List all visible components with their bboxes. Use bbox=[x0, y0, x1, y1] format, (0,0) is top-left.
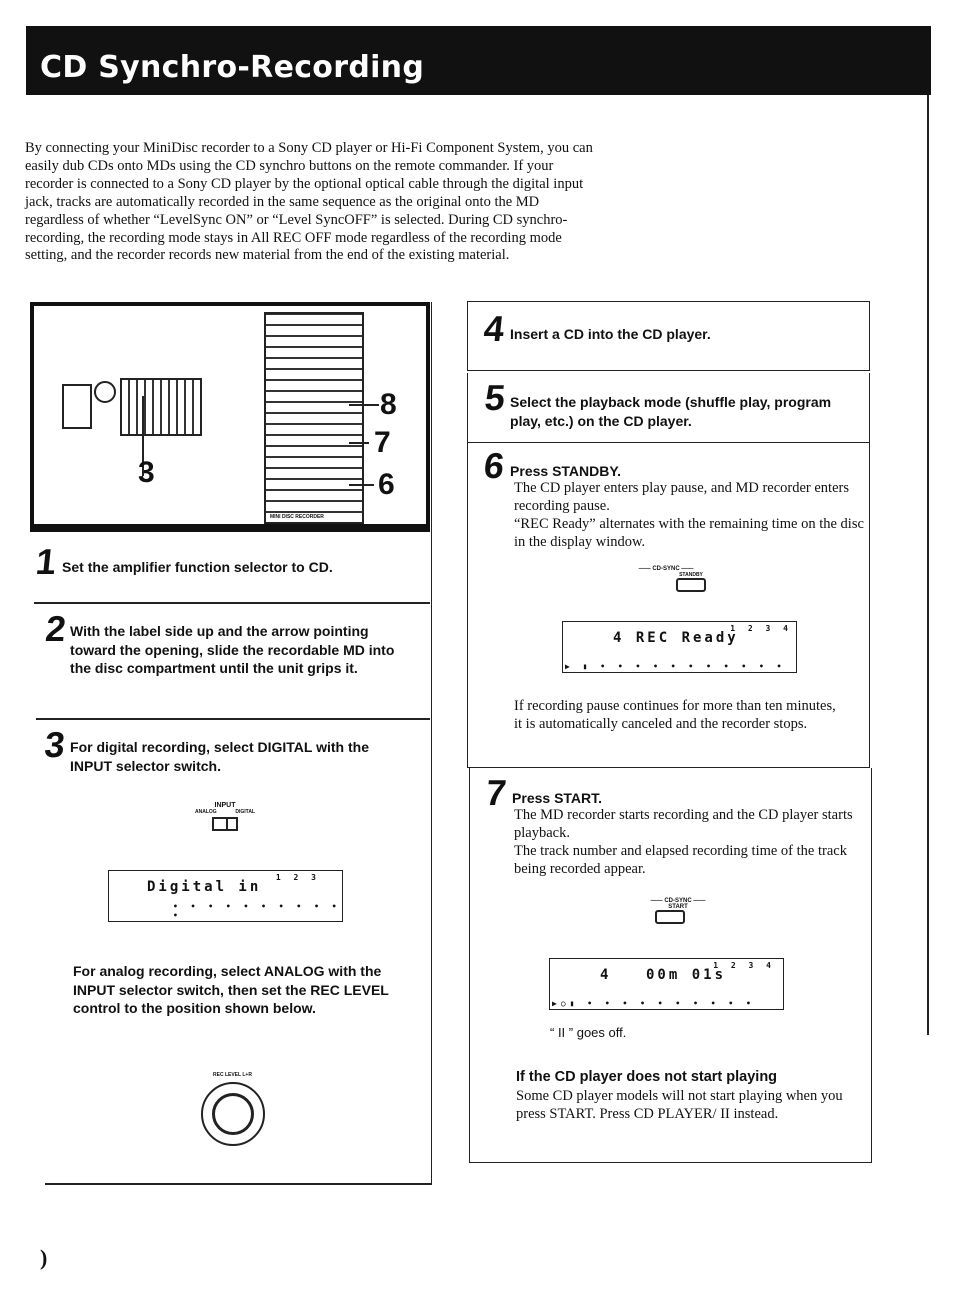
step-1: 1 Set the amplifier function selector to CD. bbox=[33, 541, 333, 582]
input-selector-switch: INPUT ANALOG DIGITAL bbox=[195, 802, 255, 833]
divider bbox=[927, 95, 929, 1035]
step-7-box: 7 Press START. The MD recorder starts recording and the CD player starts playback. The track number and elapsed recording time of the track being recorded appear. —— CD-SYNC —— START 4 00m 01s 1 2 3 4 ▶○▮ • • • • • • • • • • “ II ” goes off. If the CD player does not start playing Some CD player models will not start playing when you press START. Press CD PLAYER/ II instead. bbox=[469, 768, 872, 1163]
display-window-rec-ready: 4 REC Ready 1 2 3 4 ▶ ▮ • • • • • • • • • • • bbox=[562, 621, 797, 673]
intro-paragraph: By connecting your MiniDisc recorder to a Sony CD player or Hi-Fi Component System, you can easily dub CDs onto MDs using the CD synchro buttons on the remote commander. If your recorder is connected to a Sony CD player by the optional optical cable through the digital input jack, tracks are automatically recorded in the same sequence as the original onto the MD regardless of whether “LevelSync ON” or “Level SyncOFF” is selected. During CD synchro-recording, the recording mode stays in All REC OFF mode regardless of the recording mode setting, and the recorder records new material from the end of the existing material. bbox=[25, 140, 593, 264]
step-6-box: 6 Press STANDBY. The CD player enters play pause, and MD recorder enters recording pause. “REC Ready” alternates with the remaining time on the disc in the display window. —— CD-SYNC —— STANDBY 4 REC Ready 1 2 3 4 ▶ ▮ • • • • • • • • • • • If recording pause continues for more than ten minutes, it is automatically canceled and the recorder stops. bbox=[467, 443, 870, 768]
illustration bbox=[30, 302, 430, 532]
rec-level-knob: REC LEVEL L+R bbox=[200, 1072, 265, 1150]
display-window-elapsed-time: 4 00m 01s 1 2 3 4 ▶○▮ • • • • • • • • • • bbox=[549, 958, 784, 1010]
callout-3: 3 bbox=[138, 456, 155, 489]
callout-6: 6 bbox=[378, 468, 395, 501]
recorder-drawing bbox=[62, 376, 202, 441]
remote-drawing: MINI DISC RECORDER bbox=[264, 312, 364, 524]
step-2: 2 With the label side up and the arrow pointing toward the opening, slide the recordable MD into the disc compartment until the unit grips it. bbox=[43, 608, 395, 676]
analog-note: For analog recording, select ANALOG with the INPUT selector switch, then set the REC LEVEL control to the position shown below. bbox=[73, 963, 389, 1016]
page-number-mark: ) bbox=[40, 1245, 48, 1270]
callout-7: 7 bbox=[374, 426, 391, 459]
tip: If the CD player does not start playing Some CD player models will not start playing when you press START. Press CD PLAYER/ II instead. bbox=[516, 1069, 843, 1122]
callout-8: 8 bbox=[380, 388, 397, 421]
display-window-digital-in: Digital in 1 2 3 • • • • • • • • • • • bbox=[108, 870, 343, 922]
step-4-box: 4 Insert a CD into the CD player. bbox=[467, 301, 870, 371]
start-button-drawing bbox=[655, 910, 685, 924]
step-3: 3 For digital recording, select DIGITAL with the INPUT selector switch. bbox=[42, 724, 369, 774]
pause-goes-off-caption: “ II ” goes off. bbox=[550, 1025, 627, 1040]
standby-button-drawing bbox=[676, 578, 706, 592]
step-5-box: 5 Select the playback mode (shuffle play, program play, etc.) on the CD player. bbox=[467, 373, 870, 443]
title-bar bbox=[26, 26, 931, 95]
left-column bbox=[30, 302, 432, 1185]
page-title: CD Synchro-Recording bbox=[40, 50, 425, 85]
